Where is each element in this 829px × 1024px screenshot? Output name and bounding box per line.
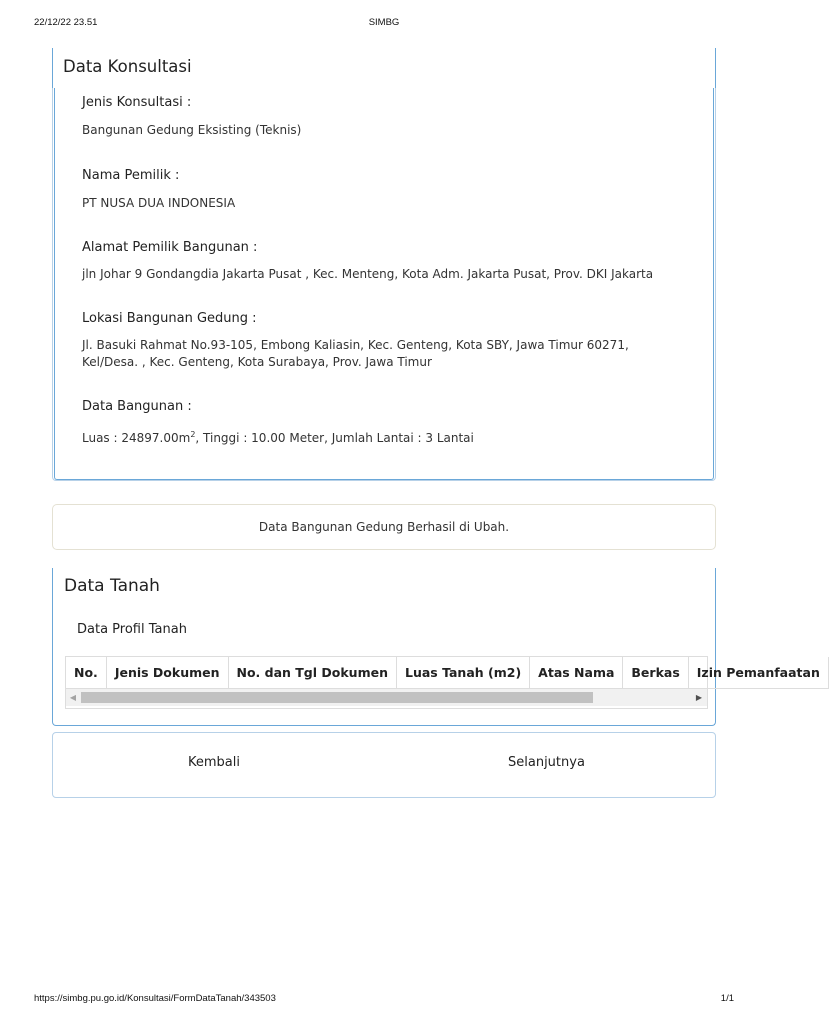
column-header-berkas: Berkas — [623, 657, 688, 689]
data-bangunan-label: Data Bangunan : — [82, 399, 192, 414]
success-alert: Data Bangunan Gedung Berhasil di Ubah. — [52, 504, 716, 550]
print-footer — [0, 993, 768, 1007]
luas-unit-sup: 2 — [190, 430, 196, 439]
scroll-left-arrow-icon[interactable]: ◀ — [69, 693, 77, 702]
column-header-atas-nama: Atas Nama — [530, 657, 623, 689]
nama-pemilik-value: PT NUSA DUA INDONESIA — [82, 196, 236, 210]
column-header-jenis-dokumen: Jenis Dokumen — [106, 657, 228, 689]
data-bangunan-field — [82, 399, 683, 447]
data-tanah-table-container — [65, 656, 820, 709]
lokasi-bangunan-value: Jl. Basuki Rahmat No.93-105, Embong Kaliasin, Kec. Genteng, Kota SBY, Jawa Timur 60271, Kel/Desa. , Kec. Genteng, Kota Surabaya, Prov. Jawa Timur — [82, 338, 629, 369]
scrollbar-thumb[interactable] — [81, 692, 593, 703]
jenis-konsultasi-value: Bangunan Gedung Eksisting (Teknis) — [82, 123, 302, 137]
jenis-konsultasi-field — [82, 95, 683, 139]
print-title: SIMBG — [368, 17, 400, 28]
column-header-no-tgl-dokumen: No. dan Tgl Dokumen — [228, 657, 396, 689]
column-header-luas-tanah: Luas Tanah (m2) — [396, 657, 529, 689]
luas-prefix: Luas : 24897.00m — [82, 431, 191, 445]
column-header-izin-pemanfaatan: Izin Pemanfaatan — [688, 657, 828, 689]
nama-pemilik-field — [82, 168, 683, 212]
selanjutnya-button[interactable]: Selanjutnya — [508, 755, 585, 770]
data-profil-tanah-subtitle: Data Profil Tanah — [77, 622, 187, 637]
print-header — [0, 17, 768, 31]
print-page-number: 1/1 — [720, 993, 734, 1004]
nama-pemilik-label: Nama Pemilik : — [82, 168, 180, 183]
scroll-right-arrow-icon[interactable]: ▶ — [695, 693, 703, 702]
alamat-pemilik-field — [82, 240, 683, 283]
jenis-konsultasi-label: Jenis Konsultasi : — [82, 95, 192, 110]
horizontal-scrollbar[interactable] — [66, 689, 707, 706]
alamat-pemilik-label: Alamat Pemilik Bangunan : — [82, 240, 258, 255]
data-bangunan-value — [82, 426, 683, 447]
actions-card — [52, 732, 716, 798]
data-tanah-table — [66, 657, 829, 689]
kembali-button[interactable]: Kembali — [188, 755, 240, 770]
lokasi-bangunan-label: Lokasi Bangunan Gedung : — [82, 311, 257, 326]
alamat-pemilik-value: jln Johar 9 Gondangdia Jakarta Pusat , Kec. Menteng, Kota Adm. Jakarta Pusat, Prov. DKI Jakarta — [82, 267, 654, 281]
data-tanah-card — [52, 568, 820, 726]
lokasi-bangunan-field — [82, 311, 683, 371]
print-url: https://simbg.pu.go.id/Konsultasi/FormDataTanah/343503 — [34, 993, 276, 1004]
luas-suffix: , Tinggi : 10.00 Meter, Jumlah Lantai : 3 Lantai — [195, 431, 474, 445]
data-konsultasi-body — [54, 88, 714, 480]
data-tanah-title: Data Tanah — [64, 576, 160, 596]
data-konsultasi-title: Data Konsultasi — [63, 57, 192, 76]
table-header-row — [66, 657, 828, 689]
column-header-no: No. — [66, 657, 106, 689]
data-konsultasi-card — [52, 48, 716, 481]
print-date: 22/12/22 23.51 — [34, 17, 98, 28]
